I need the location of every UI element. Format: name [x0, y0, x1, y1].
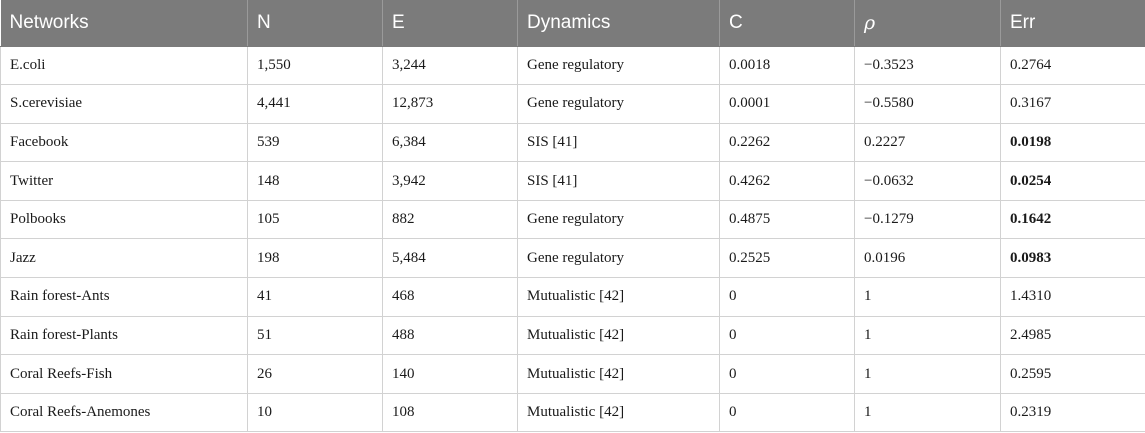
cell-rho: 1	[855, 355, 1001, 394]
cell-e: 488	[383, 316, 518, 355]
cell-e: 882	[383, 200, 518, 239]
cell-c: 0	[720, 316, 855, 355]
cell-network: Polbooks	[1, 200, 248, 239]
header-row	[1, 0, 1145, 46]
cell-dynamics: Gene regulatory	[518, 85, 720, 124]
cell-err: 0.1642	[1001, 200, 1145, 239]
cell-dynamics: Gene regulatory	[518, 239, 720, 278]
cell-dynamics: Mutualistic [42]	[518, 393, 720, 432]
header-n: N	[248, 0, 383, 46]
cell-rho: 1	[855, 393, 1001, 432]
cell-err: 0.2595	[1001, 355, 1145, 394]
cell-rho: −0.5580	[855, 85, 1001, 124]
table-row	[1, 200, 1145, 239]
cell-network: S.cerevisiae	[1, 85, 248, 124]
cell-rho: −0.0632	[855, 162, 1001, 201]
cell-dynamics: SIS [41]	[518, 123, 720, 162]
cell-rho: −0.3523	[855, 46, 1001, 85]
cell-err: 0.0198	[1001, 123, 1145, 162]
cell-c: 0.0018	[720, 46, 855, 85]
cell-network: Coral Reefs-Fish	[1, 355, 248, 394]
cell-dynamics: Mutualistic [42]	[518, 278, 720, 317]
header-c: C	[720, 0, 855, 46]
cell-network: E.coli	[1, 46, 248, 85]
table-row	[1, 393, 1145, 432]
cell-network: Coral Reefs-Anemones	[1, 393, 248, 432]
cell-dynamics: SIS [41]	[518, 162, 720, 201]
table-row	[1, 46, 1145, 85]
cell-e: 5,484	[383, 239, 518, 278]
cell-err: 0.2764	[1001, 46, 1145, 85]
cell-err: 2.4985	[1001, 316, 1145, 355]
header-err: Err	[1001, 0, 1145, 46]
cell-rho: 0.2227	[855, 123, 1001, 162]
cell-n: 105	[248, 200, 383, 239]
table-row	[1, 239, 1145, 278]
cell-rho: −0.1279	[855, 200, 1001, 239]
cell-err: 1.4310	[1001, 278, 1145, 317]
table-body	[1, 46, 1145, 432]
cell-rho: 1	[855, 278, 1001, 317]
table-row	[1, 316, 1145, 355]
cell-dynamics: Mutualistic [42]	[518, 316, 720, 355]
cell-err: 0.0983	[1001, 239, 1145, 278]
cell-e: 3,244	[383, 46, 518, 85]
table-row	[1, 85, 1145, 124]
cell-e: 140	[383, 355, 518, 394]
table-row	[1, 355, 1145, 394]
cell-dynamics: Mutualistic [42]	[518, 355, 720, 394]
cell-network: Jazz	[1, 239, 248, 278]
cell-network: Twitter	[1, 162, 248, 201]
cell-dynamics: Gene regulatory	[518, 200, 720, 239]
cell-n: 1,550	[248, 46, 383, 85]
cell-rho: 1	[855, 316, 1001, 355]
cell-n: 41	[248, 278, 383, 317]
cell-n: 539	[248, 123, 383, 162]
cell-e: 12,873	[383, 85, 518, 124]
cell-dynamics: Gene regulatory	[518, 46, 720, 85]
header-rho: ρ	[855, 0, 1001, 46]
header-dynamics: Dynamics	[518, 0, 720, 46]
header-e: E	[383, 0, 518, 46]
cell-e: 468	[383, 278, 518, 317]
cell-n: 148	[248, 162, 383, 201]
cell-network: Rain forest-Plants	[1, 316, 248, 355]
cell-err: 0.2319	[1001, 393, 1145, 432]
table-header	[1, 0, 1145, 46]
cell-c: 0	[720, 393, 855, 432]
cell-n: 26	[248, 355, 383, 394]
cell-c: 0.0001	[720, 85, 855, 124]
cell-c: 0	[720, 355, 855, 394]
cell-c: 0.2262	[720, 123, 855, 162]
table-row	[1, 162, 1145, 201]
table-row	[1, 278, 1145, 317]
cell-rho: 0.0196	[855, 239, 1001, 278]
cell-e: 3,942	[383, 162, 518, 201]
cell-c: 0	[720, 278, 855, 317]
cell-err: 0.3167	[1001, 85, 1145, 124]
cell-network: Facebook	[1, 123, 248, 162]
cell-c: 0.4875	[720, 200, 855, 239]
cell-c: 0.2525	[720, 239, 855, 278]
cell-e: 108	[383, 393, 518, 432]
header-networks: Networks	[1, 0, 248, 46]
cell-n: 4,441	[248, 85, 383, 124]
cell-network: Rain forest-Ants	[1, 278, 248, 317]
cell-n: 198	[248, 239, 383, 278]
table-row	[1, 123, 1145, 162]
cell-n: 10	[248, 393, 383, 432]
cell-c: 0.4262	[720, 162, 855, 201]
cell-n: 51	[248, 316, 383, 355]
cell-err: 0.0254	[1001, 162, 1145, 201]
cell-e: 6,384	[383, 123, 518, 162]
